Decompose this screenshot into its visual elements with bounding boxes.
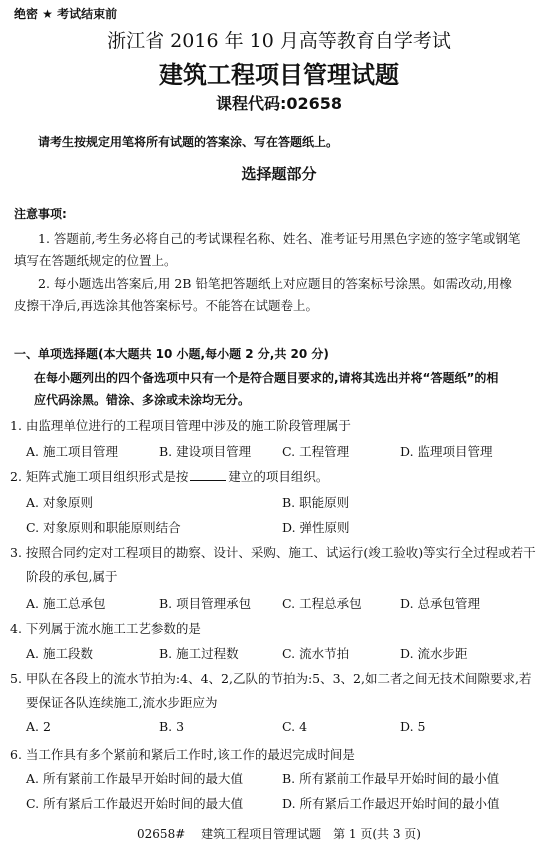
question-4-option-a: A. 施工段数 [26,646,93,661]
page-footer: 02658# 建筑工程项目管理试题 第 1 页(共 3 页) [137,827,421,841]
question-6-option-a: A. 所有紧前工作最早开始时间的最大值 [26,771,243,786]
confidential-label: 绝密 ★ 考试结束前 [14,7,118,21]
question-6-stem: 6. 当工作具有多个紧前和紧后工作时,该工作的最迟完成时间是 [10,747,355,762]
question-2-option-b: B. 职能原则 [282,495,350,510]
section-desc-line-2: 应代码涂黑。错涂、多涂或未涂均无分。 [34,393,251,407]
question-1-stem: 1. 由监理单位进行的工程项目管理中涉及的施工阶段管理属于 [10,418,351,433]
question-1-option-c: C. 工程管理 [282,444,350,459]
question-2-option-c: C. 对象原则和职能原则结合 [26,520,181,535]
question-5-option-b: B. 3 [159,719,185,734]
question-4-option-c: C. 流水节拍 [282,646,350,661]
question-3-stem-line-2: 阶段的承包,属于 [26,569,118,584]
question-1-option-b: B. 建设项目管理 [159,444,252,459]
question-2-stem-after: 建立的项目组织。 [228,469,329,484]
question-4-option-b: B. 施工过程数 [159,646,239,661]
question-2-stem [10,467,328,485]
answer-blank [190,469,226,481]
question-2-option-d: D. 弹性原则 [282,520,350,535]
general-instruction: 请考生按规定用笔将所有试题的答案涂、写在答题纸上。 [38,135,339,149]
question-3-stem-line-1: 3. 按照合同约定对工程项目的勘察、设计、采购、施工、试运行(竣工验收)等实行全过程或若干 [10,545,536,560]
question-5-stem-line-1: 5. 甲队在各段上的流水节拍为:4、4、2,乙队的节拍为:5、3、2,如二者之间无技术间隙要求,若 [10,671,532,686]
question-6-option-c: C. 所有紧后工作最迟开始时间的最大值 [26,796,244,811]
question-2-option-a: A. 对象原则 [26,495,93,510]
question-5-option-d: D. 5 [400,719,426,734]
part-title: 选择题部分 [241,165,317,183]
subject-title: 建筑工程项目管理试题 [159,61,399,89]
question-3-option-b: B. 项目管理承包 [159,596,252,611]
question-6-option-b: B. 所有紧前工作最早开始时间的最小值 [282,771,500,786]
question-5-option-c: C. 4 [282,719,308,734]
question-4-option-d: D. 流水步距 [400,646,468,661]
question-1-option-d: D. 监理项目管理 [400,444,493,459]
section-desc-line-1: 在每小题列出的四个备选项中只有一个是符合题目要求的,请将其选出并将“答题纸”的相 [34,371,499,385]
notes-heading: 注意事项: [14,207,67,221]
question-3-option-d: D. 总承包管理 [400,596,481,611]
note-item-1-line-2: 填写在答题纸规定的位置上。 [14,253,177,268]
question-4-stem: 4. 下列属于流水施工工艺参数的是 [10,621,201,636]
question-5-option-a: A. 2 [26,719,51,734]
question-2-stem-before: 2. 矩阵式施工项目组织形式是按 [10,469,189,484]
note-item-2-line-2: 皮擦干净后,再选涂其他答案标号。不能答在试题卷上。 [14,298,318,313]
question-6-option-d: D. 所有紧后工作最迟开始时间的最小值 [282,796,500,811]
note-item-1-line-1: 1. 答题前,考生务必将自己的考试课程名称、姓名、准考证号用黑色字迹的签字笔或钢笔 [38,231,521,246]
question-1-option-a: A. 施工项目管理 [26,444,118,459]
question-3-option-a: A. 施工总承包 [26,596,106,611]
course-code: 课程代码:02658 [215,94,343,113]
question-3-option-c: C. 工程总承包 [282,596,362,611]
note-item-2-line-1: 2. 每小题选出答案后,用 2B 铅笔把答题纸上对应题目的答案标号涂黑。如需改动,用橡 [38,276,512,291]
section-heading: 一、单项选择题(本大题共 10 小题,每小题 2 分,共 20 分) [14,347,329,361]
exam-title: 浙江省 2016 年 10 月高等教育自学考试 [107,30,451,52]
question-5-stem-line-2: 要保证各队连续施工,流水步距应为 [26,695,218,710]
